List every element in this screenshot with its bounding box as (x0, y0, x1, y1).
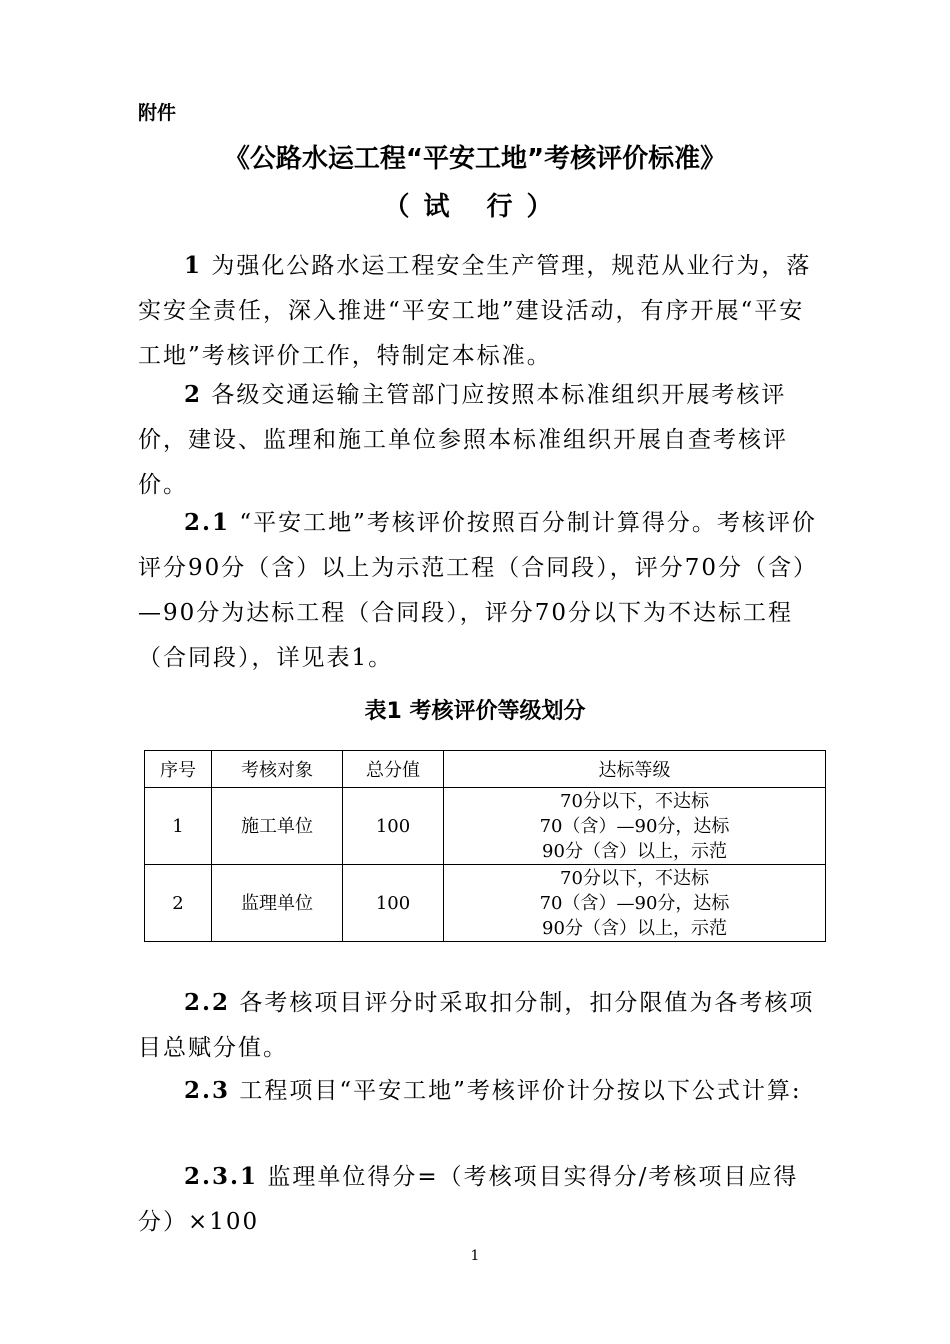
document-subtitle: （试 行） (383, 192, 567, 222)
paragraph-number: 2 (184, 381, 203, 408)
level-line: 90分（含）以上，示范 (542, 917, 727, 939)
header-cell: 考核对象 (212, 751, 343, 788)
paragraph-text: 工程项目“平安工地”考核评价计分按以下公式计算: (230, 1078, 802, 1104)
attachment-label: 附件 (138, 102, 177, 124)
paragraph-number: 2.1 (184, 509, 231, 536)
document-title: 《公路水运工程“平安工地”考核评价标准》 (223, 144, 727, 174)
table-row (145, 865, 826, 942)
table-header-row (145, 751, 826, 788)
paragraph-2 (138, 372, 826, 508)
row-score: 100 (343, 865, 444, 942)
paragraph-text: 为强化公路水运工程安全生产管理，规范从业行为，落实安全责任，深入推进“平安工地”建设活动，有序开展“平安工地”考核评价工作，特制定本标准。 (138, 253, 812, 369)
paragraph-2-2 (138, 980, 826, 1071)
paragraph-text: 各考核项目评分时采取扣分制，扣分限值为各考核项目总赋分值。 (138, 990, 815, 1061)
level-line: 70分以下，不达标 (560, 790, 709, 812)
paragraph-2-1 (138, 500, 826, 681)
header-cell: 序号 (145, 751, 212, 788)
row-number: 2 (145, 865, 212, 942)
paragraph-1 (138, 243, 826, 379)
row-number: 1 (145, 788, 212, 865)
table-caption: 表1 考核评价等级划分 (364, 699, 586, 724)
level-line: 70（含）—90分，达标 (539, 892, 730, 914)
row-target: 施工单位 (212, 788, 343, 865)
paragraph-text: 监理单位得分=（考核项目实得分/考核项目应得分）×100 (138, 1164, 799, 1235)
paragraph-number: 1 (184, 252, 203, 279)
level-line: 90分（含）以上，示范 (542, 840, 727, 862)
header-cell: 总分值 (343, 751, 444, 788)
paragraph-number: 2.3 (184, 1077, 231, 1104)
level-line: 70分以下，不达标 (560, 867, 709, 889)
row-levels (444, 788, 826, 865)
row-target: 监理单位 (212, 865, 343, 942)
paragraph-text: 各级交通运输主管部门应按照本标准组织开展考核评价，建设、监理和施工单位参照本标准组织开展自查考核评价。 (138, 382, 788, 498)
table-row (145, 788, 826, 865)
paragraph-2-3-1 (138, 1154, 826, 1245)
level-line: 70（含）—90分，达标 (539, 815, 730, 837)
paragraph-number: 2.2 (184, 989, 231, 1016)
row-levels (444, 865, 826, 942)
paragraph-text: “平安工地”考核评价按照百分制计算得分。考核评价评分90分（含）以上为示范工程（合同段），评分70分（含）—90分为达标工程（合同段），评分70分以下为不达标工程（合同段），详见表1。 (138, 510, 819, 671)
paragraph-number: 2.3.1 (184, 1163, 259, 1190)
row-score: 100 (343, 788, 444, 865)
grade-table (144, 750, 826, 942)
header-cell: 达标等级 (444, 751, 826, 788)
paragraph-2-3 (138, 1068, 826, 1114)
page-number: 1 (470, 1248, 480, 1264)
